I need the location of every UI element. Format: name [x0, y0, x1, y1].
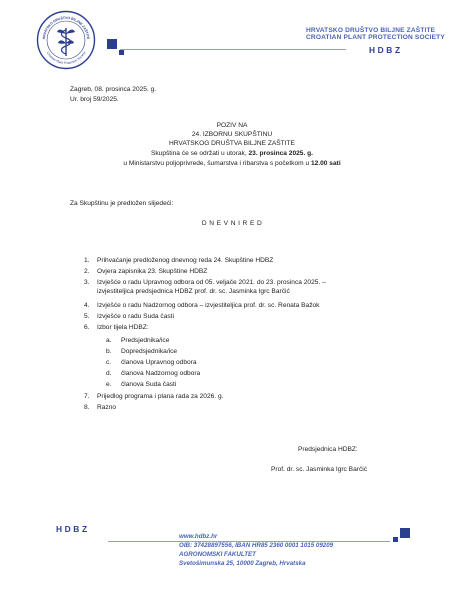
agenda-item-1-number: 1.: [84, 257, 90, 264]
meeting-date-line: [0, 150, 464, 158]
agenda-item-7-number: 7.: [84, 393, 90, 400]
header-square-small: [119, 50, 124, 55]
agenda-item-8: Razno: [97, 404, 117, 411]
header-org-name-hr: HRVATSKO DRUŠTVO BILJNE ZAŠTITE: [306, 27, 436, 34]
signature-name: Prof. dr. sc. Jasminka Igrc Barčić: [271, 466, 368, 473]
meeting-venue: u Ministarstvu poljoprivrede, šumarstva i ribarstva s početkom u: [123, 160, 311, 167]
svg-text:Croatian Plant Protection Soci: Croatian Plant Protection Society: [45, 50, 87, 66]
agenda-item-7: Prijedlog programa i plana rada za 2026. g.: [97, 393, 224, 400]
election-subitem-b-letter: b.: [106, 348, 112, 355]
meeting-venue-line: [0, 160, 464, 168]
footer-abbreviation: HDBZ: [56, 524, 90, 534]
agenda-item-2-number: 2.: [84, 268, 90, 275]
agenda-item-5-number: 5.: [84, 313, 90, 320]
agenda-item-3-continued: izvjestiteljica predsjednica HDBZ prof. dr. sc. Jasminka Igrc Barčić: [97, 288, 290, 295]
election-subitem-e: članova Suda časti: [121, 381, 177, 388]
agenda-item-1: Prihvaćanje predloženog dnevnog reda 24. Skupštine HDBZ: [97, 257, 274, 264]
invite-line-2: 24. IZBORNU SKUPŠTINU: [191, 131, 273, 138]
election-subitem-e-letter: e.: [106, 381, 112, 388]
society-logo: [36, 10, 96, 70]
agenda-item-3-number: 3.: [84, 279, 90, 286]
meeting-date-prefix: Skupština će se održati u utorak,: [150, 150, 249, 157]
agenda-item-4-number: 4.: [84, 302, 90, 309]
footer-square-large: [400, 528, 410, 538]
footer-website[interactable]: www.hdbz.hr: [179, 533, 218, 540]
footer-square-small: [393, 537, 398, 542]
election-subitem-b: Dopredsjednika/ice: [121, 348, 178, 355]
election-subitem-d-letter: d.: [106, 370, 112, 377]
agenda-item-8-number: 8.: [84, 404, 90, 411]
place-date: Zagreb, 08. prosinca 2025. g.: [70, 86, 157, 93]
header-org-name-en: CROATIAN PLANT PROTECTION SOCIETY: [306, 34, 445, 42]
agenda-item-6: Izbor tijela HDBZ:: [97, 324, 149, 331]
election-subitem-c-letter: c.: [106, 359, 112, 366]
election-subitem-d: članova Nadzornog odbora: [121, 370, 201, 377]
agenda-title: D N E V N I R E D: [201, 220, 263, 227]
meeting-time: 12.00 sati: [310, 160, 341, 167]
footer-ids: OIB: 37428897556, IBAN HR85 2360 0001 1015 09209: [179, 542, 334, 549]
header-square-large: [107, 39, 117, 49]
agenda-item-3: Izvješće o radu Upravnog odbora od 05. veljače 2021. do 23. prosinca 2025. –: [97, 279, 326, 286]
meeting-date: 23. prosinca 2025. g.: [248, 150, 313, 157]
svg-text:HRVATSKO DRUŠTVO BILJNE ZAŠTIT: HRVATSKO DRUŠTVO BILJNE ZAŠTITE: [41, 15, 91, 40]
election-subitem-c: članova Upravnog odbora: [121, 359, 197, 366]
reference-number: Ur. broj 59/2025.: [70, 96, 119, 103]
proposal-intro: Za Skupštinu je predložen slijedeći:: [70, 200, 174, 207]
invite-line-1: POZIV NA: [216, 122, 248, 129]
agenda-item-6-number: 6.: [84, 324, 90, 331]
election-subitem-a-letter: a.: [106, 337, 112, 344]
footer-address: Svetošimunska 25, 10000 Zagreb, Hrvatska: [179, 560, 306, 567]
invite-line-3: HRVATSKOG DRUŠTVA BILJNE ZAŠTITE: [169, 140, 295, 147]
footer-faculty: AGRONOMSKI FAKULTET: [179, 551, 256, 558]
agenda-item-2: Ovjera zapisnika 23. Skupštine HDBZ: [97, 268, 208, 275]
header-org-name: [306, 27, 445, 42]
agenda-item-4: Izvješće o radu Nadzornog odbora – izvjestiteljica prof. dr. sc. Renata Bažok: [97, 302, 320, 309]
header-abbreviation: HDBZ: [369, 45, 403, 55]
election-subitem-a: Predsjednika/ice: [121, 337, 170, 344]
signature-role: Predsjednica HDBZ:: [298, 446, 358, 453]
header-rule: [120, 49, 346, 50]
agenda-item-5: Izvješće o radu Suda časti: [97, 313, 174, 320]
